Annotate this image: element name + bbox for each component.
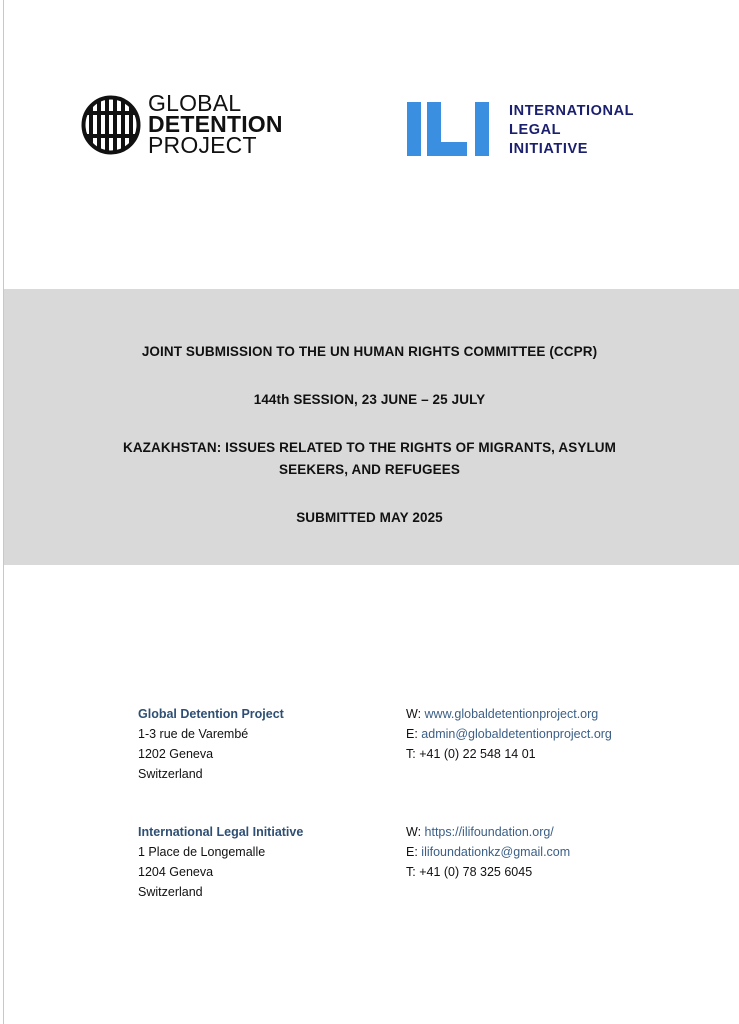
gdp-contact-block [406,704,612,764]
ili-address-block [138,822,303,902]
ili-address-city: 1204 Geneva [138,865,214,879]
phone-prefix: T: [406,865,420,879]
ili-word-3: INITIATIVE [509,141,589,157]
topic-line-1: KAZAKHSTAN: ISSUES RELATED TO THE RIGHTS OF MIGRANTS, ASYLUM [122,440,616,455]
ili-email-line [406,842,570,862]
email-prefix: E: [406,845,422,859]
gdp-address-block [138,704,284,784]
gdp-phone: +41 (0) 22 548 14 01 [419,747,536,761]
phone-prefix: T: [406,747,420,761]
topic-line-2: SEEKERS, AND REFUGEES [279,462,460,477]
gdp-web-line [406,704,612,724]
session-dates: 144th SESSION, 23 JUNE – 25 JULY [253,392,486,407]
ili-web-link[interactable]: https://ilifoundation.org/ [424,825,554,839]
gdp-org-name: Global Detention Project [138,707,284,721]
ili-phone: +41 (0) 78 325 6045 [419,865,533,879]
ili-email-link[interactable]: ilifoundationkz@gmail.com [421,845,571,859]
web-prefix: W: [406,825,425,839]
gdp-word-3: PROJECT [148,132,257,158]
gdp-web-link[interactable]: www.globaldetentionproject.org [424,707,599,721]
ili-contact-block [406,822,570,882]
gdp-email-line [406,724,612,744]
gdp-address-country: Switzerland [138,767,203,781]
ili-phone-line [406,862,570,882]
gdp-logo [80,90,295,159]
gdp-address-street: 1-3 rue de Varembé [138,727,249,741]
ili-address-street: 1 Place de Longemalle [138,845,266,859]
gdp-word-1: GLOBAL [148,90,242,116]
ili-wordmark [509,102,634,159]
ili-logo [407,100,667,160]
gdp-email-link[interactable]: admin@globaldetentionproject.org [421,727,612,741]
ili-word-1: INTERNATIONAL [509,103,635,119]
gdp-wordmark [148,90,283,158]
ili-web-line [406,822,570,842]
gdp-word-2: DETENTION [148,111,283,137]
email-prefix: E: [406,727,422,741]
web-prefix: W: [406,707,425,721]
ili-mark-icon [407,102,495,156]
ili-word-2: LEGAL [509,122,562,138]
ili-address-country: Switzerland [138,885,203,899]
submitted-date: SUBMITTED MAY 2025 [296,510,443,525]
submission-title: JOINT SUBMISSION TO THE UN HUMAN RIGHTS COMMITTEE (CCPR) [141,344,598,359]
gdp-prison-bars-icon [80,94,142,156]
gdp-phone-line [406,744,612,764]
ili-org-name: International Legal Initiative [138,825,304,839]
gdp-address-city: 1202 Geneva [138,747,214,761]
